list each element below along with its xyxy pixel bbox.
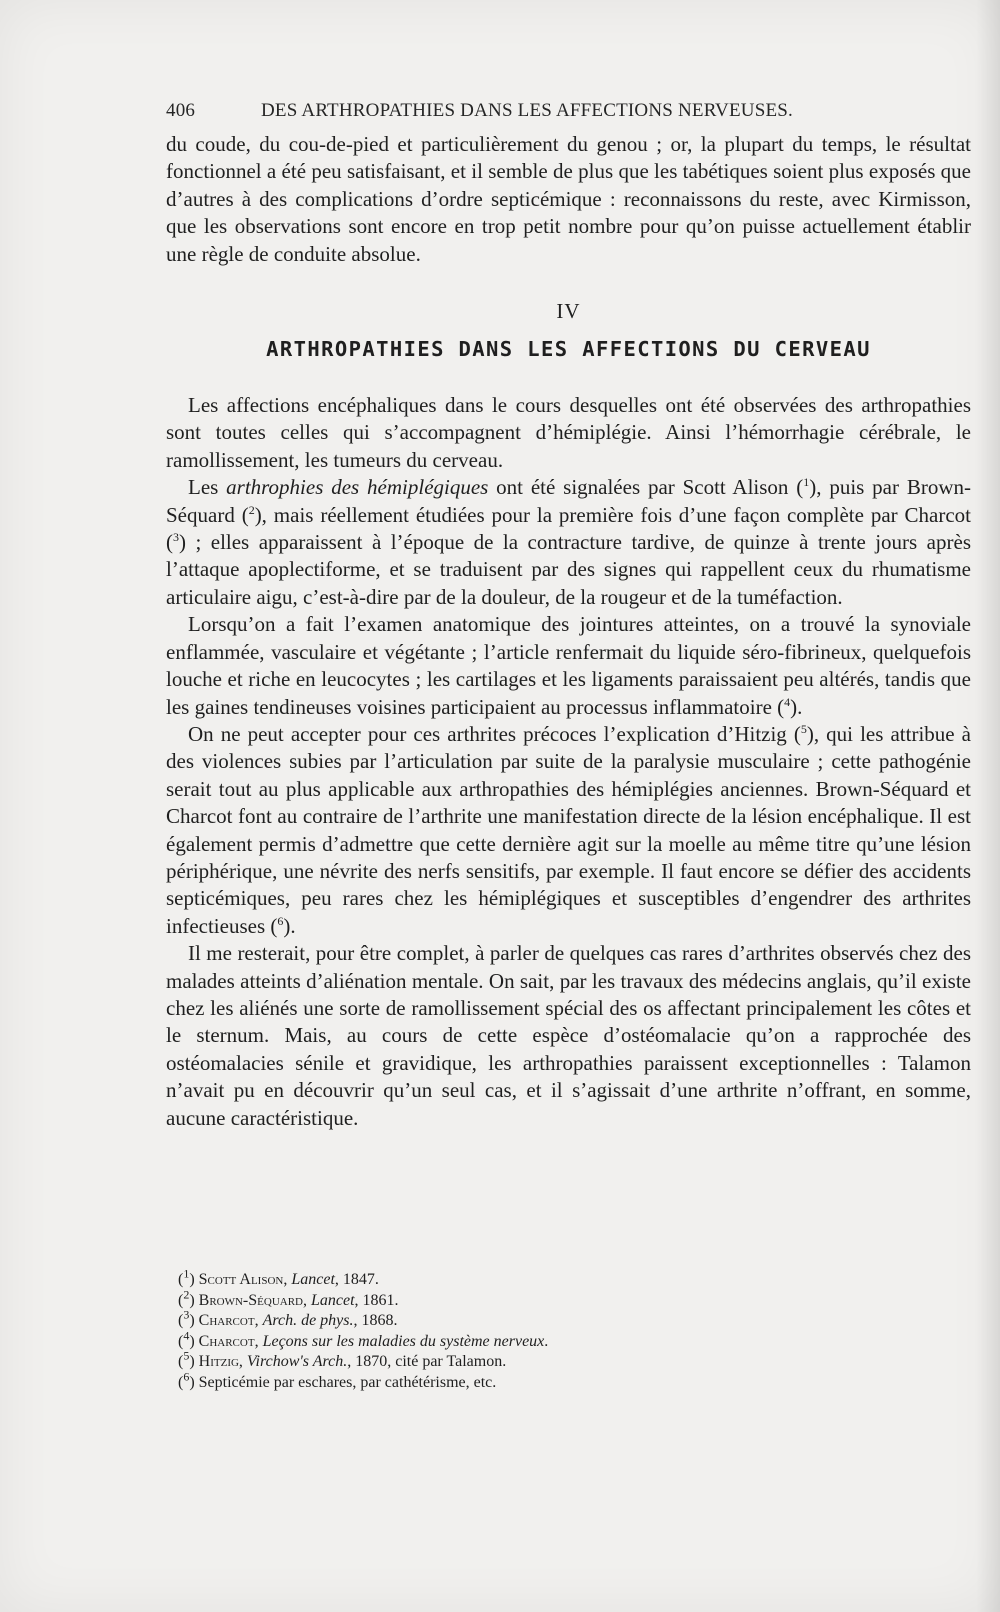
footnote-ref-4: 4: [784, 694, 791, 709]
footnote-ref-2: 2: [248, 502, 255, 517]
footnote-ref-3: 3: [173, 530, 179, 545]
italic-term: arthrophies des hémiplégiques: [226, 475, 489, 500]
running-header: [166, 100, 856, 122]
paragraph-5: Il me resterait, pour être complet, à parler de quelques cas rares d’arthrites observés chez des malades atteints d’aliénation mentale. On sait, par les travaux des médecins anglais, qu’il existe chez les aliénés une sorte de ramollissement spécial des os affectant principalement les côtes et le sternum. Mais, au cours de cette espèce d’ostéomalacie qu’on a rapprochée des ostéomalacies sénile et gravidique, les arthropathies paraissent exceptionnelles : Talamon n’avait pu en découvrir qu’un seul cas, et il s’agissait d’une arthrite n’offrant, en somme, aucune caractéristique.: [166, 941, 971, 1130]
running-title: DES ARTHROPATHIES DANS LES AFFECTIONS NERVEUSES.: [261, 100, 793, 121]
footnote: ($^3$) Charcot, Arch. de phys., 1868.: [178, 1307, 398, 1330]
footnotes: [178, 1266, 898, 1394]
footnote-ref-1: 1: [803, 475, 810, 490]
footnote-ref-6: 6: [277, 913, 284, 928]
footnote-ref-5: 5: [800, 721, 807, 736]
footnote: ($^2$) Brown-Séquard, Lancet, 1861.: [178, 1287, 399, 1309]
body-text: [166, 131, 971, 1132]
section-title: ARTHROPATHIES DANS LES AFFECTIONS DU CERVEAU: [266, 337, 871, 362]
footnote: ($^4$) Charcot, Leçons sur les maladies du système nerveux.: [178, 1328, 549, 1350]
paragraph-1: Les affections encéphaliques dans le cours desquelles ont été observées des arthropathies sont toutes celles qui s’accompagnent d’hémiplégie. Ainsi l’hémorrhagie cérébrale, le ramollissement, les tumeurs du cerveau.: [166, 393, 971, 472]
footnote: ($^6$) Septicémie par eschares, par cathétérisme, etc.: [178, 1369, 497, 1391]
page-edge-shadow: [976, 0, 1000, 1612]
paragraph-2: Les arthrophies des hémiplégiques ont été signalées par Scott Alison ($^1$), puis par Brown-Séquard ($^2$), mais réellement étudiées pour la première fois d’une façon complète par Charcot ($^3$) ; elles apparaissent à l’époque de la contracture tardive, de quinze à trente jours après l’attaque apoplectiforme, et se traduisent par des signes qui rappellent ceux du rhumatisme articulaire aigu, c’est-à-dire par de la douleur, de la rougeur et de la tuméfaction.: [166, 475, 971, 609]
section-number: IV: [556, 299, 581, 324]
paragraph-3: Lorsqu’on a fait l’examen anatomique des jointures atteintes, on a trouvé la synoviale enflammée, vasculaire et végétante ; l’article renfermait du liquide séro-fibrineux, quelquefois louche et riche en leucocytes ; les cartilages et les ligaments paraissaient peu altérés, tandis que les gaines tendineuses voisines participaient au processus inflammatoire ($^4$).: [166, 612, 971, 719]
paragraph-continuation: du coude, du cou-de-pied et particulièrement du genou ; or, la plupart du temps, le résultat fonctionnel a été peu satisfaisant, et il semble de plus que les tabétiques soient plus exposés que d’autres à des complications d’ordre septicémique : reconnaissons du reste, avec Kirmisson, que les observations sont encore en trop petit nombre pour qu’on puisse actuellement établir une règle de conduite absolue.: [166, 132, 971, 266]
footnote: ($^1$) Scott Alison, Lancet, 1847.: [178, 1266, 379, 1288]
paragraph-4: On ne peut accepter pour ces arthrites précoces l’explication d’Hitzig ($^5$), qui les attribue à des violences subies par l’articulation par suite de la paralysie musculaire ; cette pathogénie serait tout au plus applicable aux arthropathies des hémiplégies anciennes. Brown-Séquard et Charcot font au contraire de l’arthrite une manifestation directe de la lésion encéphalique. Il est également permis d’admettre que cette dernière agit sur la moelle au même titre qu’une lésion périphérique, une névrite des nerfs sensitifs, par exemple. Il faut encore se défier des accidents septicémiques, peu rares chez les hémiplégiques et susceptibles d’engendrer des arthrites infectieuses ($^6$).: [166, 721, 971, 938]
footnote: ($^5$) Hitzig, Virchow's Arch., 1870, cité par Talamon.: [178, 1349, 507, 1371]
page-number: 406: [166, 100, 196, 121]
